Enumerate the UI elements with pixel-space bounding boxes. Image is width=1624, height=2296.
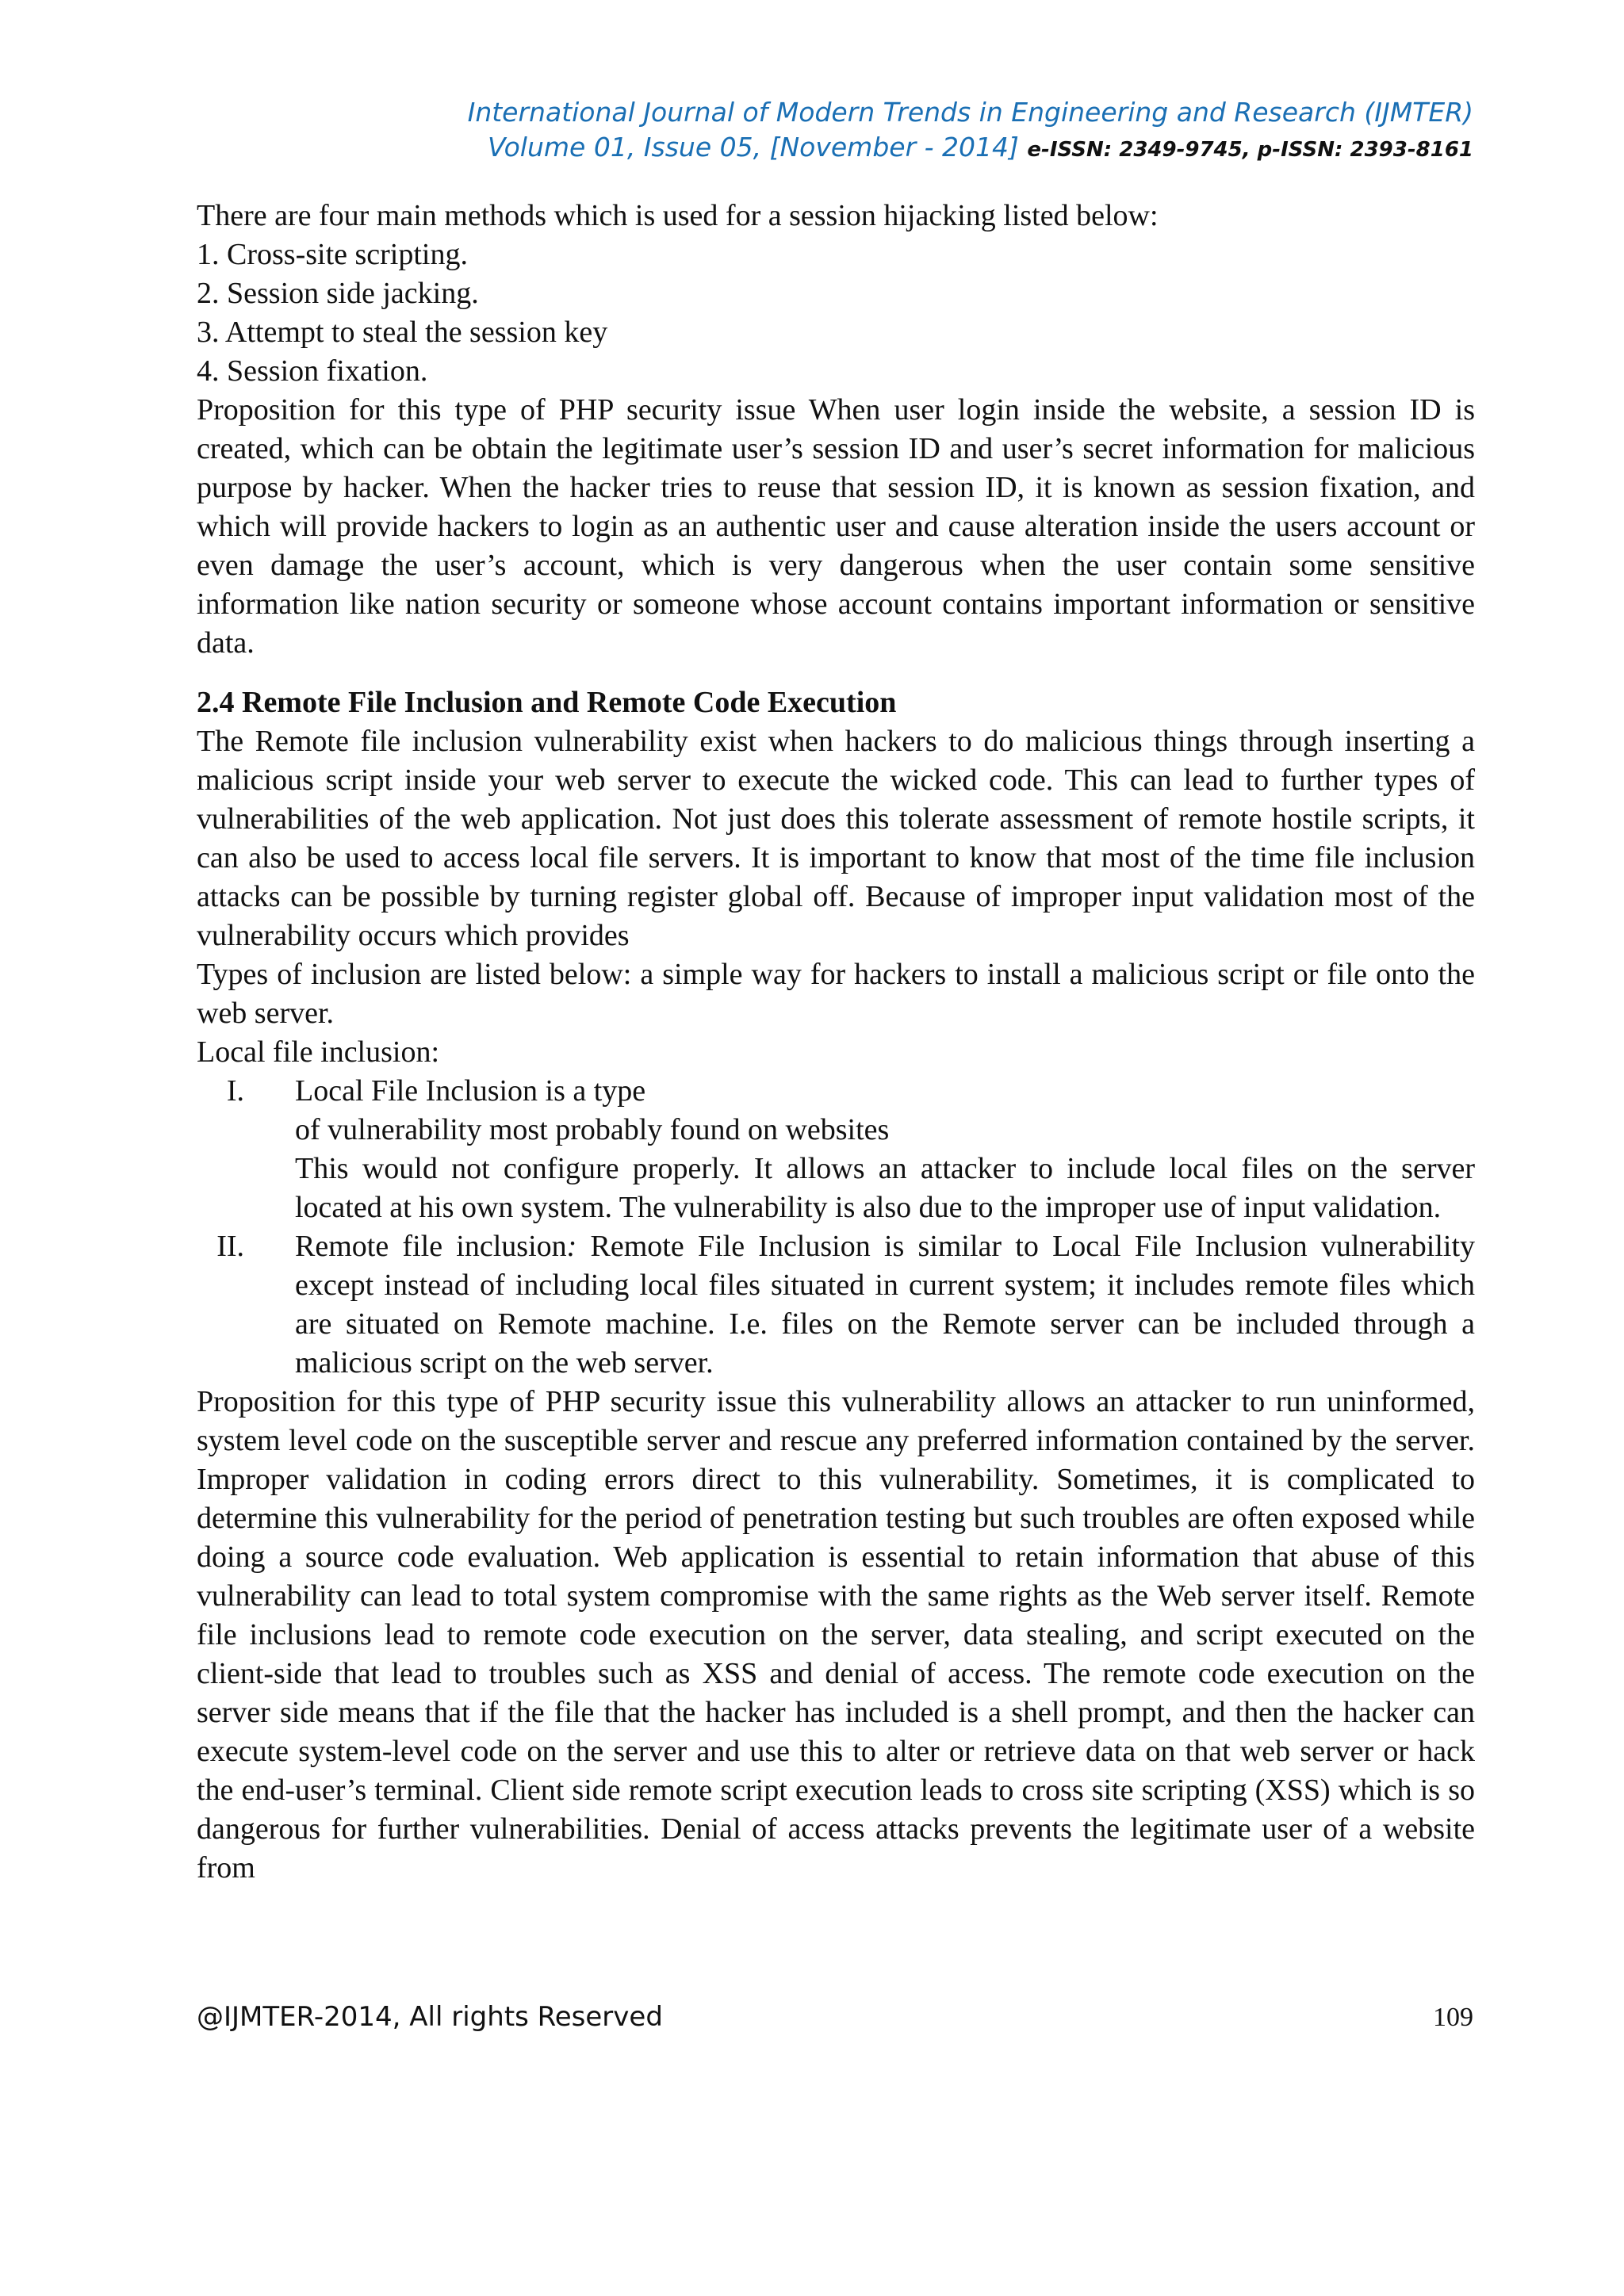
intro-paragraph: There are four main methods which is used for a session hijacking listed below: xyxy=(197,199,1159,232)
roman-numeral: II. xyxy=(216,1230,244,1263)
journal-volume-line xyxy=(197,130,1473,167)
section-heading: 2.4 Remote File Inclusion and Remote Code Execution xyxy=(197,686,897,719)
proposition-paragraph-2: Proposition for this type of PHP security issue this vulnerability allows an attacker to run uninformed, system level code on the susceptible server and rescue any preferred information contained by the server. Improper validation in coding errors direct to this vulnerability. Sometimes, it is complicated to determine this vulnerability for the period of penetration testing but such troubles are often exposed while doing a source code evaluation. Web application is essential to retain information that abuse of this vulnerability can lead to total system compromise with the same rights as the Web server itself. Remote file inclusions lead to remote code execution on the server, data stealing, and script executed on the client-side that lead to troubles such as XSS and denial of access. The remote code execution on the server side means that if the file that the hacker has included is a shell prompt, and then the hacker can execute system-level code on the server and use this to alter or retrieve data on that web server or hack the end-user’s terminal. Client side remote script execution leads to cross site scripting (XSS) which is so dangerous for further vulnerabilities. Denial of access attacks prevents the legitimate user of a website from xyxy=(197,1385,1475,1885)
list-item: 3. Attempt to steal the session key xyxy=(197,316,608,349)
list-item: 4. Session fixation. xyxy=(197,354,428,388)
article-body xyxy=(197,197,1475,1888)
types-paragraph: Types of inclusion are listed below: a simple way for hackers to install a malicious script or file onto the web server. xyxy=(197,958,1475,1030)
lfi-line-1: Local File Inclusion is a type xyxy=(295,1074,646,1108)
page-footer xyxy=(197,2001,1473,2033)
roman-list-item-2 xyxy=(197,1227,1475,1383)
journal-volume: Volume 01, Issue 05, [November - 2014] xyxy=(487,132,1019,163)
lfi-description: This would not configure properly. It allows an attacker to include local files on the server located at his own system. The vulnerability is also due to the improper use of input validation. xyxy=(295,1152,1475,1224)
rfi-item-paragraph xyxy=(295,1227,1475,1383)
methods-list xyxy=(197,235,1475,391)
rfi-item-label: Remote file inclusion xyxy=(295,1230,567,1263)
rfi-item-text: Remote File Inclusion is similar to Local File Inclusion vulnerability except instead of including local files situated in current system; it includes remote files which are situated on Remote machine. I.e. files on the Remote server can be included through a malicious script on the web server. xyxy=(295,1230,1476,1380)
journal-issn: e-ISSN: 2349-9745, p-ISSN: 2393-8161 xyxy=(1027,138,1473,162)
list-item: 2. Session side jacking. xyxy=(197,277,479,310)
list-item: 1. Cross-site scripting. xyxy=(197,238,468,271)
roman-list-item-1 xyxy=(197,1072,1475,1227)
rfi-paragraph: The Remote file inclusion vulnerability exist when hackers to do malicious things through inserting a malicious script inside your web server to execute the wicked code. This can lead to further types of vulnerabilities of the web application. Not just does this tolerate assessment of remote hostile scripts, it can also be used to access local file servers. It is important to know that most of the time file inclusion attacks can be possible by turning register global off. Because of improper input validation most of the vulnerability occurs which provides xyxy=(197,725,1475,952)
lfi-label: Local file inclusion: xyxy=(197,1035,440,1069)
page-number: 109 xyxy=(1433,2003,1473,2032)
copyright-notice: @IJMTER-2014, All rights Reserved xyxy=(197,2001,663,2033)
journal-title: International Journal of Modern Trends in Engineering and Research (IJMTER) xyxy=(467,97,1473,128)
rfi-item-colon: : xyxy=(566,1230,577,1263)
journal-header xyxy=(197,95,1473,167)
roman-item-content xyxy=(295,1227,1475,1383)
roman-numeral: I. xyxy=(226,1074,244,1108)
proposition-paragraph-1: Proposition for this type of PHP security issue When user login inside the website, a session ID is created, which can be obtain the legitimate user’s session ID and user’s secret information for malicious purpose by hacker. When the hacker tries to reuse that session ID, it is known as session fixation, and which will provide hackers to login as an authentic user and cause alteration inside the users account or even damage the user’s account, which is very dangerous when the user contain some sensitive information like nation security or someone whose account contains important information or sensitive data. xyxy=(197,393,1475,660)
roman-item-content xyxy=(295,1072,1475,1227)
lfi-line-2: of vulnerability most probably found on websites xyxy=(295,1113,890,1146)
